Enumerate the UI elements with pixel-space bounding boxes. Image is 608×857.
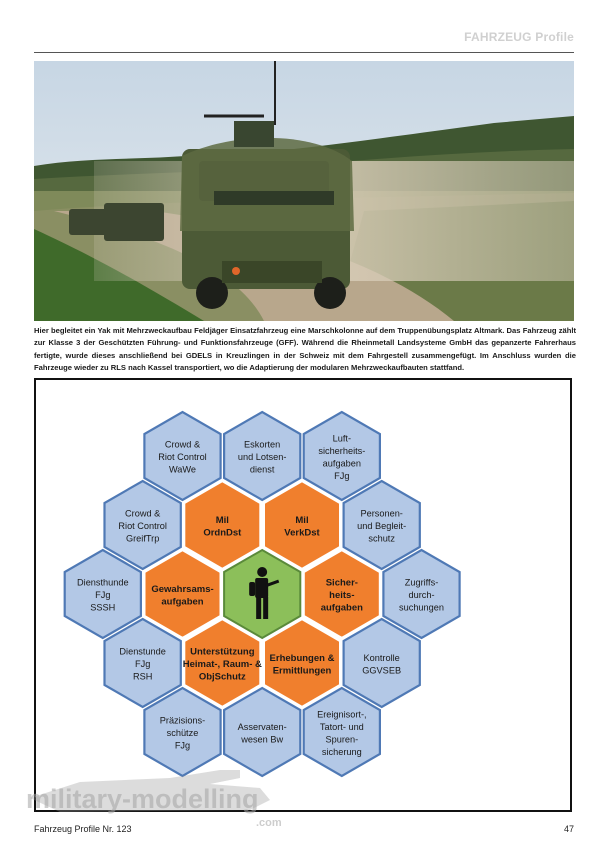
hexagon-diagram (36, 380, 570, 810)
inner-hex-label-line: aufgaben (320, 602, 363, 614)
inner-hex-label-line: Sicher- (325, 577, 358, 589)
outer-hex-label-line: und Begleit- (357, 521, 407, 531)
outer-hex (224, 412, 300, 500)
outer-hex-label-line: GreifTrp (125, 533, 160, 544)
inner-hex-label-line: VerkDst (284, 527, 320, 539)
inner-hex-label-line: Mil (295, 514, 309, 526)
outer-hex (304, 688, 380, 776)
outer-hex (105, 481, 181, 569)
outer-hex (65, 550, 141, 638)
outer-hex-label-line: Tatort- und (319, 721, 364, 732)
outer-hex-shape (344, 619, 420, 707)
outer-hex-label-line: Personen- (360, 508, 403, 519)
outer-hex-label-line: Kontrolle (363, 652, 400, 663)
outer-hex-label-line: Zugriffs- (404, 577, 439, 588)
outer-hex-label-line: WaWe (168, 464, 197, 475)
vehicle-photo-illustration (34, 61, 574, 321)
outer-hex-label-line: FJg (334, 470, 350, 481)
outer-hex (344, 619, 420, 707)
outer-hex-label-line: FJg (174, 740, 191, 751)
inner-hex-label-line: heits- (329, 590, 355, 601)
outer-hex-label-line: Präzisions- (159, 715, 206, 726)
center-hex (224, 550, 300, 638)
inner-hex-label-line: Unterstützung (190, 646, 255, 658)
outer-hex-label-line: dienst (249, 464, 275, 475)
outer-hex (304, 412, 380, 500)
inner-hex-label-line: Erhebungen & (269, 652, 335, 664)
photo-caption: Hier begleitet ein Yak mit Mehrzweckaufbau Feldjäger Einsatzfahrzeug eine Marschkolonne auf dem Truppenübungsplatz Altmark. Das Fahrzeug zählt zur Klasse 3 der Geschützten Führung- und Funktionsfahrzeuge (GFF). Während die Rheinmetall Landsysteme GmbH das gepanzerte Fahrerhaus fertigte, wurde dieses anschließend bei GDELS in Kreuzlingen in der Schweiz mit dem Fahrgestell zusammengefügt. Im Anschluss wurden die Fahrzeuge wieder zu RLS nach Kassel transportiert, wo die Adaptierung der modularen Mehrzweckaufbauten stattfand. (34, 326, 576, 372)
inner-hex-label-line: Gewahrsams- (151, 583, 214, 595)
inner-hex (264, 481, 340, 569)
outer-hex (383, 550, 459, 638)
outer-hex-label-line: Riot Control (158, 452, 207, 462)
footer-publication: Fahrzeug Profile Nr. 123 (34, 824, 132, 834)
inner-hex (144, 550, 220, 638)
outer-hex-label-line: wesen Bw (241, 734, 284, 745)
outer-hex-label-line: SSSH (90, 602, 116, 613)
outer-hex (144, 688, 220, 776)
outer-hex-label-line: Ereignisort-, (317, 709, 367, 720)
outer-hex-label-line: aufgaben (322, 458, 362, 469)
task-diagram (34, 378, 572, 812)
outer-hex (224, 688, 300, 776)
outer-hex-shape (304, 412, 380, 500)
outer-hex-shape (224, 688, 300, 776)
outer-hex (105, 619, 181, 707)
watermark-suffix: .com (256, 817, 282, 829)
inner-hex-label-line: Mil (215, 514, 229, 526)
inner-hex-label-line: OrdnDst (203, 527, 242, 539)
vehicle-photo (34, 61, 574, 321)
outer-hex-label-line: Eskorten (244, 439, 281, 450)
outer-hex-label-line: FJg (134, 659, 151, 669)
outer-hex-label-line: Riot Control (118, 521, 167, 531)
outer-hex-label-line: Diensthunde (77, 577, 129, 588)
outer-hex-label-line: Crowd & (125, 508, 161, 519)
inner-hex-label-line: Ermittlungen (272, 665, 332, 677)
inner-hex (304, 550, 380, 638)
outer-hex-label-line: durch- (408, 590, 435, 600)
outer-hex-label-line: Luft- (332, 433, 352, 444)
inner-hex (184, 481, 260, 569)
outer-hex-label-line: sicherung (321, 746, 362, 757)
running-header: FAHRZEUG Profile (464, 30, 574, 44)
outer-hex-label-line: schutz (368, 533, 395, 544)
outer-hex-label-line: und Lotsen- (237, 452, 287, 462)
inner-hex-label-line: Heimat-, Raum- & (182, 659, 262, 670)
outer-hex-shape (304, 688, 380, 776)
inner-hex (264, 619, 340, 707)
outer-hex-label-line: RSH (132, 671, 153, 682)
outer-hex-label-line: Spuren- (325, 734, 359, 745)
page-number: 47 (563, 824, 574, 834)
outer-hex-label-line: schütze (166, 728, 199, 738)
outer-hex-label-line: suchungen (399, 602, 444, 613)
inner-hex-label-line: aufgaben (161, 596, 204, 608)
header-divider (34, 52, 574, 53)
outer-hex-label-line: Dienstunde (119, 646, 166, 657)
inner-hex-label-line: ObjSchutz (198, 671, 246, 683)
outer-hex-label-line: Crowd & (164, 439, 201, 450)
outer-hex-label-line: sicherheits- (318, 445, 366, 456)
outer-hex (144, 412, 220, 500)
outer-hex-label-line: GGVSEB (362, 665, 402, 676)
outer-hex-label-line: FJg (95, 590, 111, 600)
outer-hex-label-line: Asservaten- (237, 721, 287, 732)
outer-hex (344, 481, 420, 569)
watermark-text: military-modelling (26, 784, 259, 814)
